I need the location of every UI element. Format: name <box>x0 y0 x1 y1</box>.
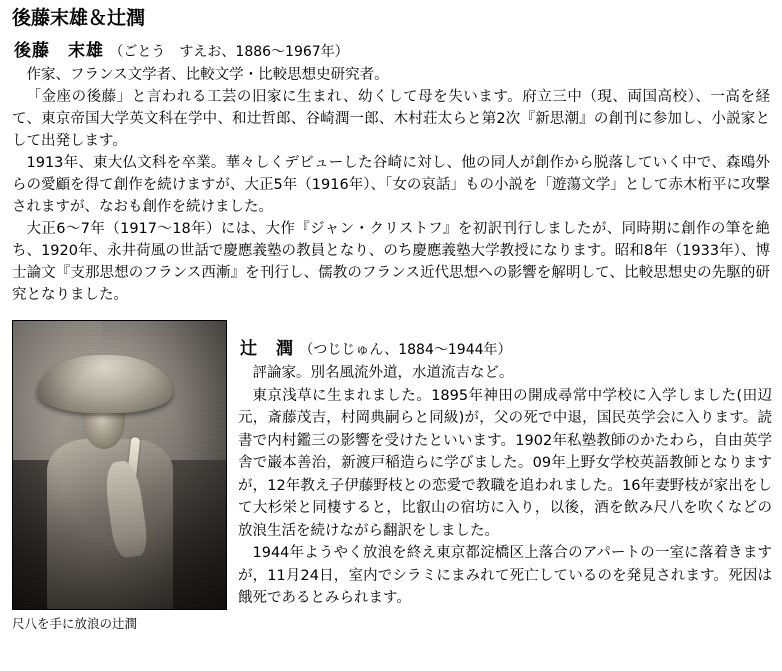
lower-composite <box>10 320 772 632</box>
section-tsuji-paragraph-2: 東京浅草に生まれました。1895年神田の開成尋常中学校に入学しました(田辺元，斎藤茂吉，村岡典嗣らと同級)が，父の死で中退，国民英学会に入ります。読書で内村鑑三の影響を受けたといいます。1902年私塾教師のかたわら，自由英学舎で巌本善治，新渡戸稲造らに学びました。09年上野女学校英語教師となりますが，12年教え子伊藤野枝との恋愛で教職を追われました。16年妻野枝が家出をして大杉栄と同棲すると，比叡山の宿坊に入り，以後，酒を飲み尺八を吹くなどの放浪生活を続けながら翻訳をしました。 <box>238 387 772 539</box>
section-tsuji <box>238 320 772 609</box>
section-goto <box>12 40 770 306</box>
photo-block <box>12 320 227 632</box>
photo-vignette <box>13 321 226 609</box>
section-goto-name: 後藤 末雄 <box>14 40 104 61</box>
page-title-block <box>10 8 772 30</box>
section-goto-heading <box>14 40 770 62</box>
section-tsuji-paragraph-1: 評論家。別名風流外道，水道流吉など。 <box>252 365 514 382</box>
section-tsuji-subtitle: （つじじゅん、1884〜1944年） <box>299 342 512 359</box>
section-tsuji-name: 辻 潤 <box>240 339 294 360</box>
photo-tsuji-jun <box>12 320 227 610</box>
section-goto-paragraph-4: 大正6〜7年（1917〜18年）には、大作『ジャン・クリストフ』を初訳刊行しましたが、同時期に創作の筆を絶ち、1920年、永井荷風の世話で慶應義塾の教員となり、のち慶應義塾大学教授になります。昭和8年（1933年）、博士論文『支那思想のフランス西漸』を刊行し、儒教のフランス近代思想への影響を解明して、比較思想史の先駆的研究となりました。 <box>12 221 770 304</box>
section-goto-paragraph-1: 作家、フランス文学者、比較文学・比較思想史研究者。 <box>26 66 389 83</box>
section-goto-paragraph-3: 1913年、東大仏文科を卒業。華々しくデビューした谷崎に対し、他の同人が創作から脱落していく中で、森鴎外らの愛顧を得て創作を続けますが、大正5年（1916年）、「女の哀話」もの小説を「遊蕩文学」として赤木桁平に攻撃されますが、なおも創作を続けました。 <box>12 155 770 216</box>
page-title: 後藤末雄＆辻潤 <box>12 7 146 29</box>
section-goto-paragraph-2: 「金座の後藤」と言われる工芸の旧家に生まれ、幼くして母を失います。府立三中（現、両国高校）、一高を経て、東京帝国大学英文科在学中、和辻哲郎、谷崎潤一郎、木村荘太らと第2次『新思潮』の創刊に参加し、小説家として出発します。 <box>12 88 770 150</box>
photo-caption: 尺八を手に放浪の辻潤 <box>12 616 138 632</box>
section-tsuji-heading <box>240 338 772 360</box>
section-tsuji-paragraph-3: 1944年ようやく放浪を終え東京都淀橋区上落合のアパートの一室に落着きますが，11月24日，室内でシラミにまみれて死亡しているのを発見されます。死因は餓死であるとみられます。 <box>238 545 772 607</box>
section-goto-subtitle: （ごとう すえお、1886〜1967年） <box>109 43 349 60</box>
